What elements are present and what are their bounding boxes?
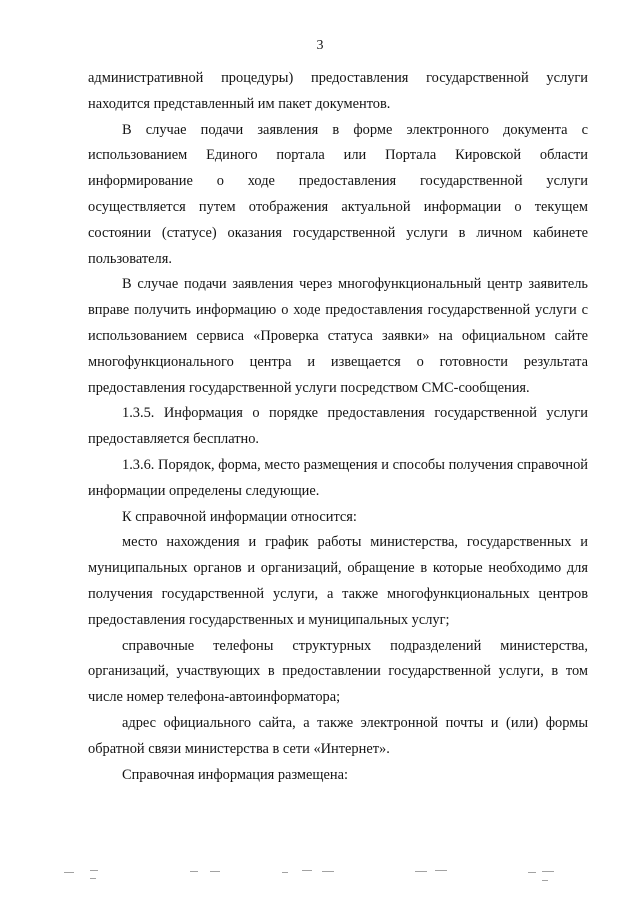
paragraph-electronic-request: В случае подачи заявления в форме электронного документа с использованием Единого портала или Портала Кировской области информирование о ходе предоставления государственной услуги осуществляется путем отображения актуальной информации о текущем состоянии (статусе) оказания государственной услуги в личном кабинете пользователя. [88,121,588,267]
paragraph-1-3-6: 1.3.6. Порядок, форма, место размещения и способы получения справочной информации определены следующие. [88,456,588,499]
paragraph-phones: справочные телефоны структурных подразделений министерства, организаций, участвующих в предоставлении государственной услуги, в том числе номер телефона-автоинформатора; [88,637,588,706]
paragraph-reference-intro: К справочной информации относится: [122,508,357,525]
document-body [88,66,588,788]
page-number: 3 [316,38,324,53]
paragraph-mfc-request: В случае подачи заявления через многофункциональный центр заявитель вправе получить информацию о ходе предоставления государственной услуги с использованием сервиса «Проверка статуса заявки» на официальном сайте многофункционального центра и извещается о готовности результата предоставления государственной услуги посредством СМС-сообщения. [88,276,588,396]
paragraph-website-email: адрес официального сайта, а также электронной почты и (или) формы обратной связи министерства в сети «Интернет». [88,714,588,757]
paragraph-location-schedule: место нахождения и график работы министерства, государственных и муниципальных органов и организаций, обращение в которые необходимо для получения государственной услуги, а также многофункциональных центров предоставления государственных и муниципальных услуг; [88,534,588,628]
paragraph-continuation: административной процедуры) предоставления государственной услуги находится представленный им пакет документов. [88,70,588,112]
scan-artifacts [60,866,580,896]
paragraph-placement: Справочная информация размещена: [122,766,348,783]
paragraph-1-3-5: 1.3.5. Информация о порядке предоставления государственной услуги предоставляется бесплатно. [88,405,588,448]
